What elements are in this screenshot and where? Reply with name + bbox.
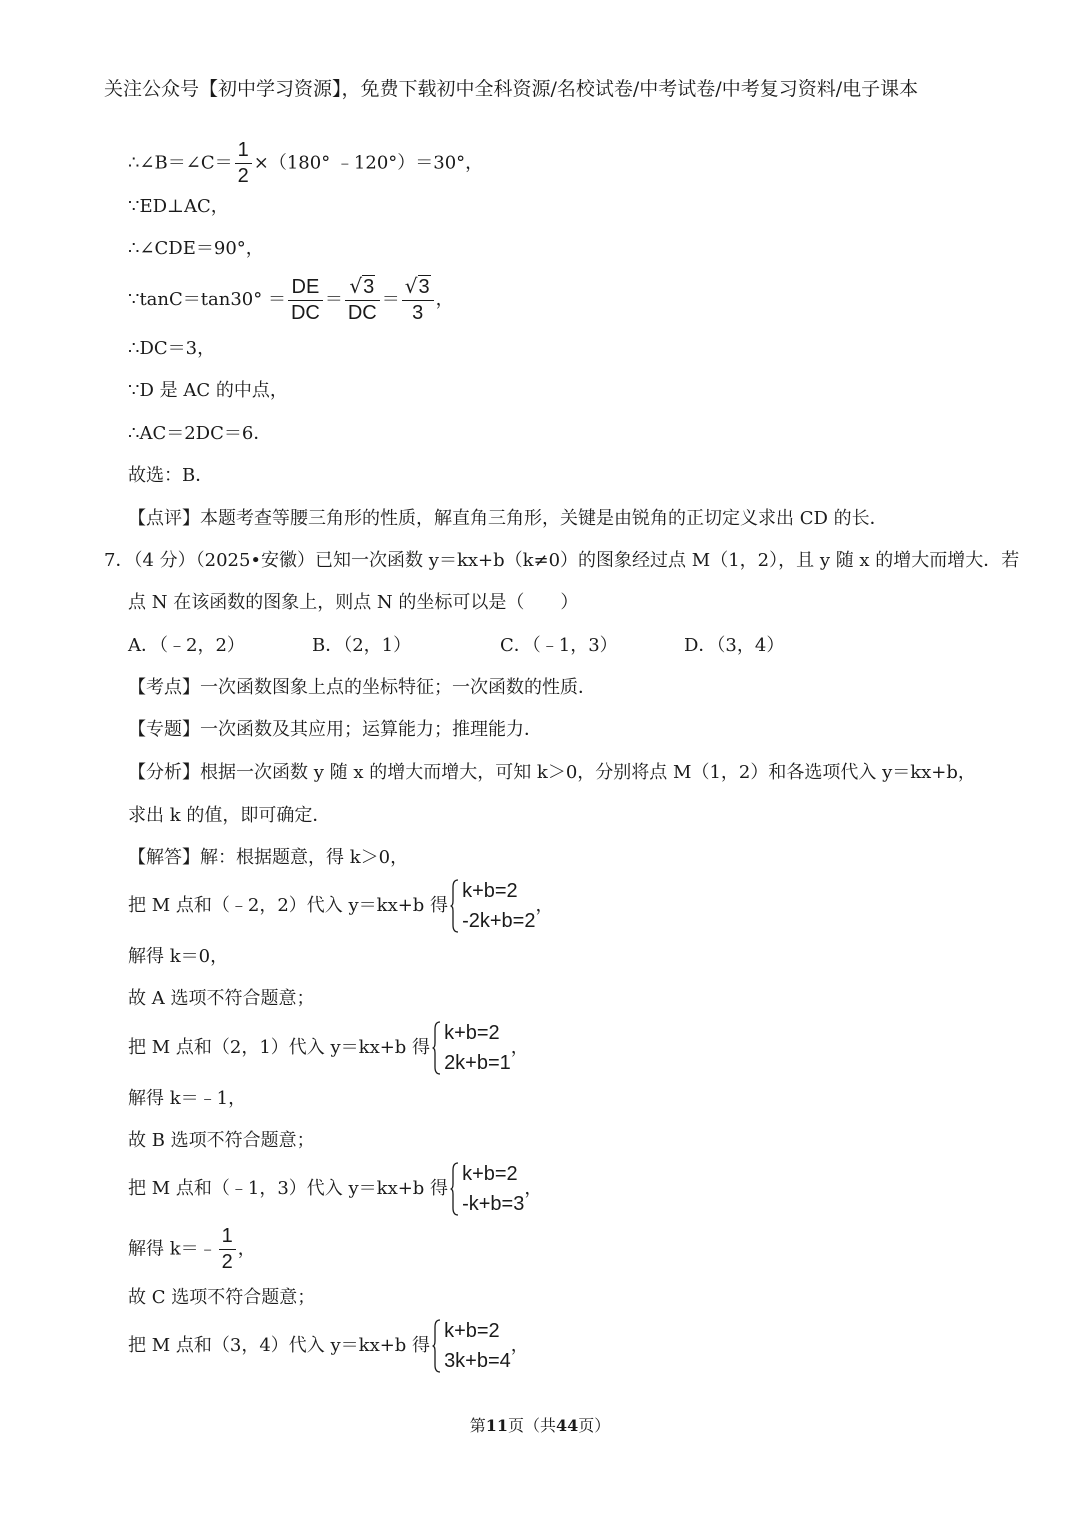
solution-line-tan: ∵tanC＝tan30° ＝ $\frac{DE}{DC}$ ＝ $\frac{√3}{DC}$ ＝ $\frac{√3}{3}$ ，	[128, 274, 454, 324]
result-a: 解得 k＝0，	[128, 946, 229, 967]
solution-line-choice: 故选：B．	[128, 465, 214, 486]
zhuanti: 【专题】一次函数及其应用；运算能力；推理能力．	[128, 719, 542, 740]
equation-system-a: k+b=2 -2k+b=2	[450, 876, 535, 936]
substitute-c: 把 M 点和（﹣1，3）代入 y＝kx+b 得 k+b=2 -k+b=3 ，	[128, 1159, 542, 1219]
fenxi-1: 【分析】根据一次函数 y 随 x 的增大而增大，可知 k＞0，分别将点 M（1，2）和各选项代入 y＝kx+b，	[128, 762, 976, 783]
fraction-sqrt3-dc: $\frac{√3}{DC}$	[345, 276, 380, 324]
fraction-de-dc: $\frac{DE}{DC}$	[288, 277, 323, 324]
solution-line-angle: ∴∠B＝∠C＝ $\frac{1}{2}$ ×（180° ﹣120°）＝30°，	[128, 139, 484, 187]
conclusion-c: 故 C 选项不符合题意；	[128, 1287, 316, 1308]
substitute-a: 把 M 点和（﹣2，2）代入 y＝kx+b 得 k+b=2 -2k+b=2 ，	[128, 876, 553, 936]
option-c: C．（﹣1，3）	[500, 635, 618, 656]
substitute-d: 把 M 点和（3，4）代入 y＝kx+b 得 k+b=2 3k+b=4 ，	[128, 1316, 529, 1376]
result-b: 解得 k＝﹣1，	[128, 1088, 247, 1109]
kaodian: 【考点】一次函数图象上点的坐标特征；一次函数的性质．	[128, 677, 596, 698]
fraction-half-c: $\frac{1}{2}$	[219, 1226, 236, 1273]
solution-line-right-angle: ∴∠CDE＝90°，	[128, 238, 264, 259]
brace-icon	[432, 1319, 441, 1373]
solution-line-midpoint: ∵D 是 AC 的中点，	[128, 380, 288, 401]
conclusion-b: 故 B 选项不符合题意；	[128, 1130, 315, 1151]
page-footer: 第11页（共44页）	[469, 1416, 611, 1435]
substitute-b: 把 M 点和（2，1）代入 y＝kx+b 得 k+b=2 2k+b=1 ，	[128, 1018, 529, 1078]
solution-line-ac: ∴AC＝2DC＝6．	[128, 423, 272, 444]
page-number: 11	[485, 1416, 508, 1435]
fraction-sqrt3-3: $\frac{√3}{3}$	[402, 276, 434, 324]
question-7-stem-2: 点 N 在该函数的图象上，则点 N 的坐标可以是（ ）	[128, 592, 579, 613]
result-c: 解得 k＝﹣ $\frac{1}{2}$ ，	[128, 1225, 256, 1273]
page-header: 关注公众号【初中学习资源】，免费下载初中全科资源/名校试卷/中考试卷/中考复习资料/电子课本	[104, 78, 919, 100]
solution-line-perpendicular: ∵ED⊥AC，	[128, 196, 229, 217]
brace-icon	[450, 879, 459, 933]
fraction-half: $\frac{1}{2}$	[235, 140, 252, 187]
brace-icon	[432, 1021, 441, 1075]
solution-line-dc: ∴DC＝3，	[128, 338, 216, 359]
question-7-stem-1: 7．（4 分）（2025•安徽）已知一次函数 y＝kx+b（k≠0）的图象经过点 M（1，2），且 y 随 x 的增大而增大．若	[104, 550, 1020, 571]
equation-system-c: k+b=2 -k+b=3	[450, 1159, 524, 1219]
option-b: B．（2，1）	[312, 635, 412, 656]
page-total: 44	[556, 1416, 579, 1435]
option-a: A．（﹣2，2）	[128, 635, 245, 656]
solution-comment: 【点评】本题考查等腰三角形的性质，解直角三角形，关键是由锐角的正切定义求出 CD 的长．	[128, 508, 888, 529]
fenxi-2: 求出 k 的值，即可确定．	[128, 805, 331, 826]
jieda: 【解答】解：根据题意，得 k＞0，	[128, 847, 409, 868]
option-d: D．（3，4）	[684, 635, 785, 656]
brace-icon	[450, 1162, 459, 1216]
equation-system-b: k+b=2 2k+b=1	[432, 1018, 511, 1078]
conclusion-a: 故 A 选项不符合题意；	[128, 988, 315, 1009]
equation-system-d: k+b=2 3k+b=4	[432, 1316, 511, 1376]
